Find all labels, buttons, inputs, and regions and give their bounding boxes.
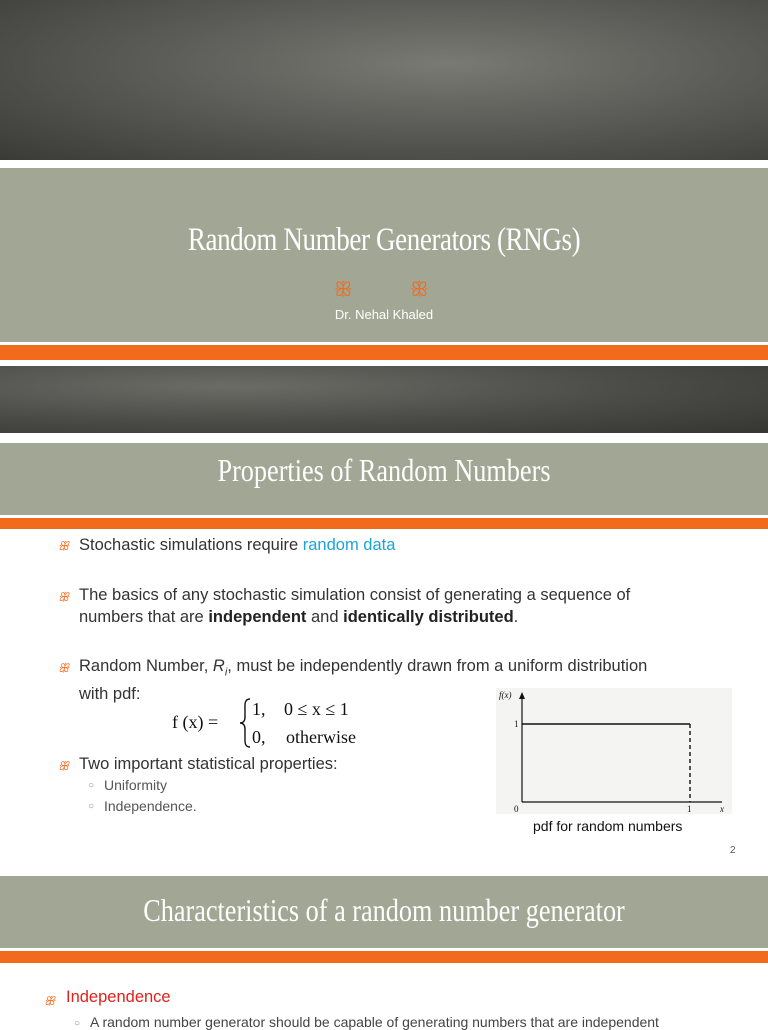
pdf-tick-y1: 1 [514,719,519,729]
bullet-1-text: Stochastic simulations require [79,536,303,554]
text: . [513,608,519,626]
slide3-orange-bar [0,951,768,963]
bold-identically-distributed: identically distributed [343,608,514,626]
pdf-tick-origin: 0 [514,804,519,814]
bullet-icon: ꕥ [58,539,70,553]
formula-brace [238,697,252,749]
pdf-tick-x1: 1 [687,804,692,814]
formula-case1-value: 1, [252,699,266,719]
pdf-caption: pdf for random numbers [533,818,683,834]
slide2-orange-bar [0,518,768,529]
slide3-title: Characteristics of a random number generator [143,892,625,928]
pdf-y-label: f(x) [499,690,512,700]
ornament-left-icon: ꕥ [334,279,353,301]
bullet-3-line2: with pdf: [79,685,141,704]
bullet-1 [79,534,395,556]
bullet-2-line2 [79,606,739,628]
bullet-icon: ꕥ [58,590,70,604]
sub-bullet-icon: ○ [88,801,95,812]
divider [0,433,768,443]
bullet-3-line1 [79,655,739,683]
slide2-header-dark [0,366,768,433]
formula-case2-cond: otherwise [286,727,356,747]
ornament-right-icon: ꕥ [410,279,429,301]
independence-subtext: A random number generator should be capable of generating numbers that are independent [90,1014,659,1030]
slide1-author: Dr. Nehal Khaled [334,307,434,322]
text: , must be independently drawn from a uniform distribution [227,657,648,675]
sub-item-independence: Independence. [104,798,197,814]
bullet-4: Two important statistical properties: [79,755,338,773]
bullet-2-line1: The basics of any stochastic simulation consist of generating a sequence of [79,586,631,604]
independence-heading: Independence [66,988,171,1006]
bullet-icon: ꕥ [58,759,70,773]
sub-bullet-icon: ○ [74,1018,81,1029]
formula-case2-value: 0, [252,727,266,747]
var-r: R [212,657,225,675]
divider [0,160,768,168]
sub-bullet-icon: ○ [88,780,95,791]
bullet-icon: ꕥ [58,661,70,675]
var-sub: i [224,666,228,679]
bullet-2 [79,584,739,628]
slide1-orange-bar [0,345,768,360]
sub-item-uniformity: Uniformity [104,777,168,793]
slide1-title: Random Number Generators (RNGs) [187,222,581,258]
bold-independent: independent [208,608,307,626]
formula-lhs: f (x) = [172,712,219,732]
text: Random Number, [79,657,213,675]
text: and [306,608,344,626]
slide2-title: Properties of Random Numbers [217,452,551,488]
bullet-icon: ꕥ [44,994,56,1008]
text: numbers that are [79,608,209,626]
formula-case1-cond: 0 ≤ x ≤ 1 [284,699,349,719]
pdf-x-label: x [720,804,724,814]
pdf-figure [496,688,732,814]
page-number: 2 [730,845,736,856]
random-data-link[interactable]: random data [302,536,396,554]
slide1-header-dark [0,0,768,160]
